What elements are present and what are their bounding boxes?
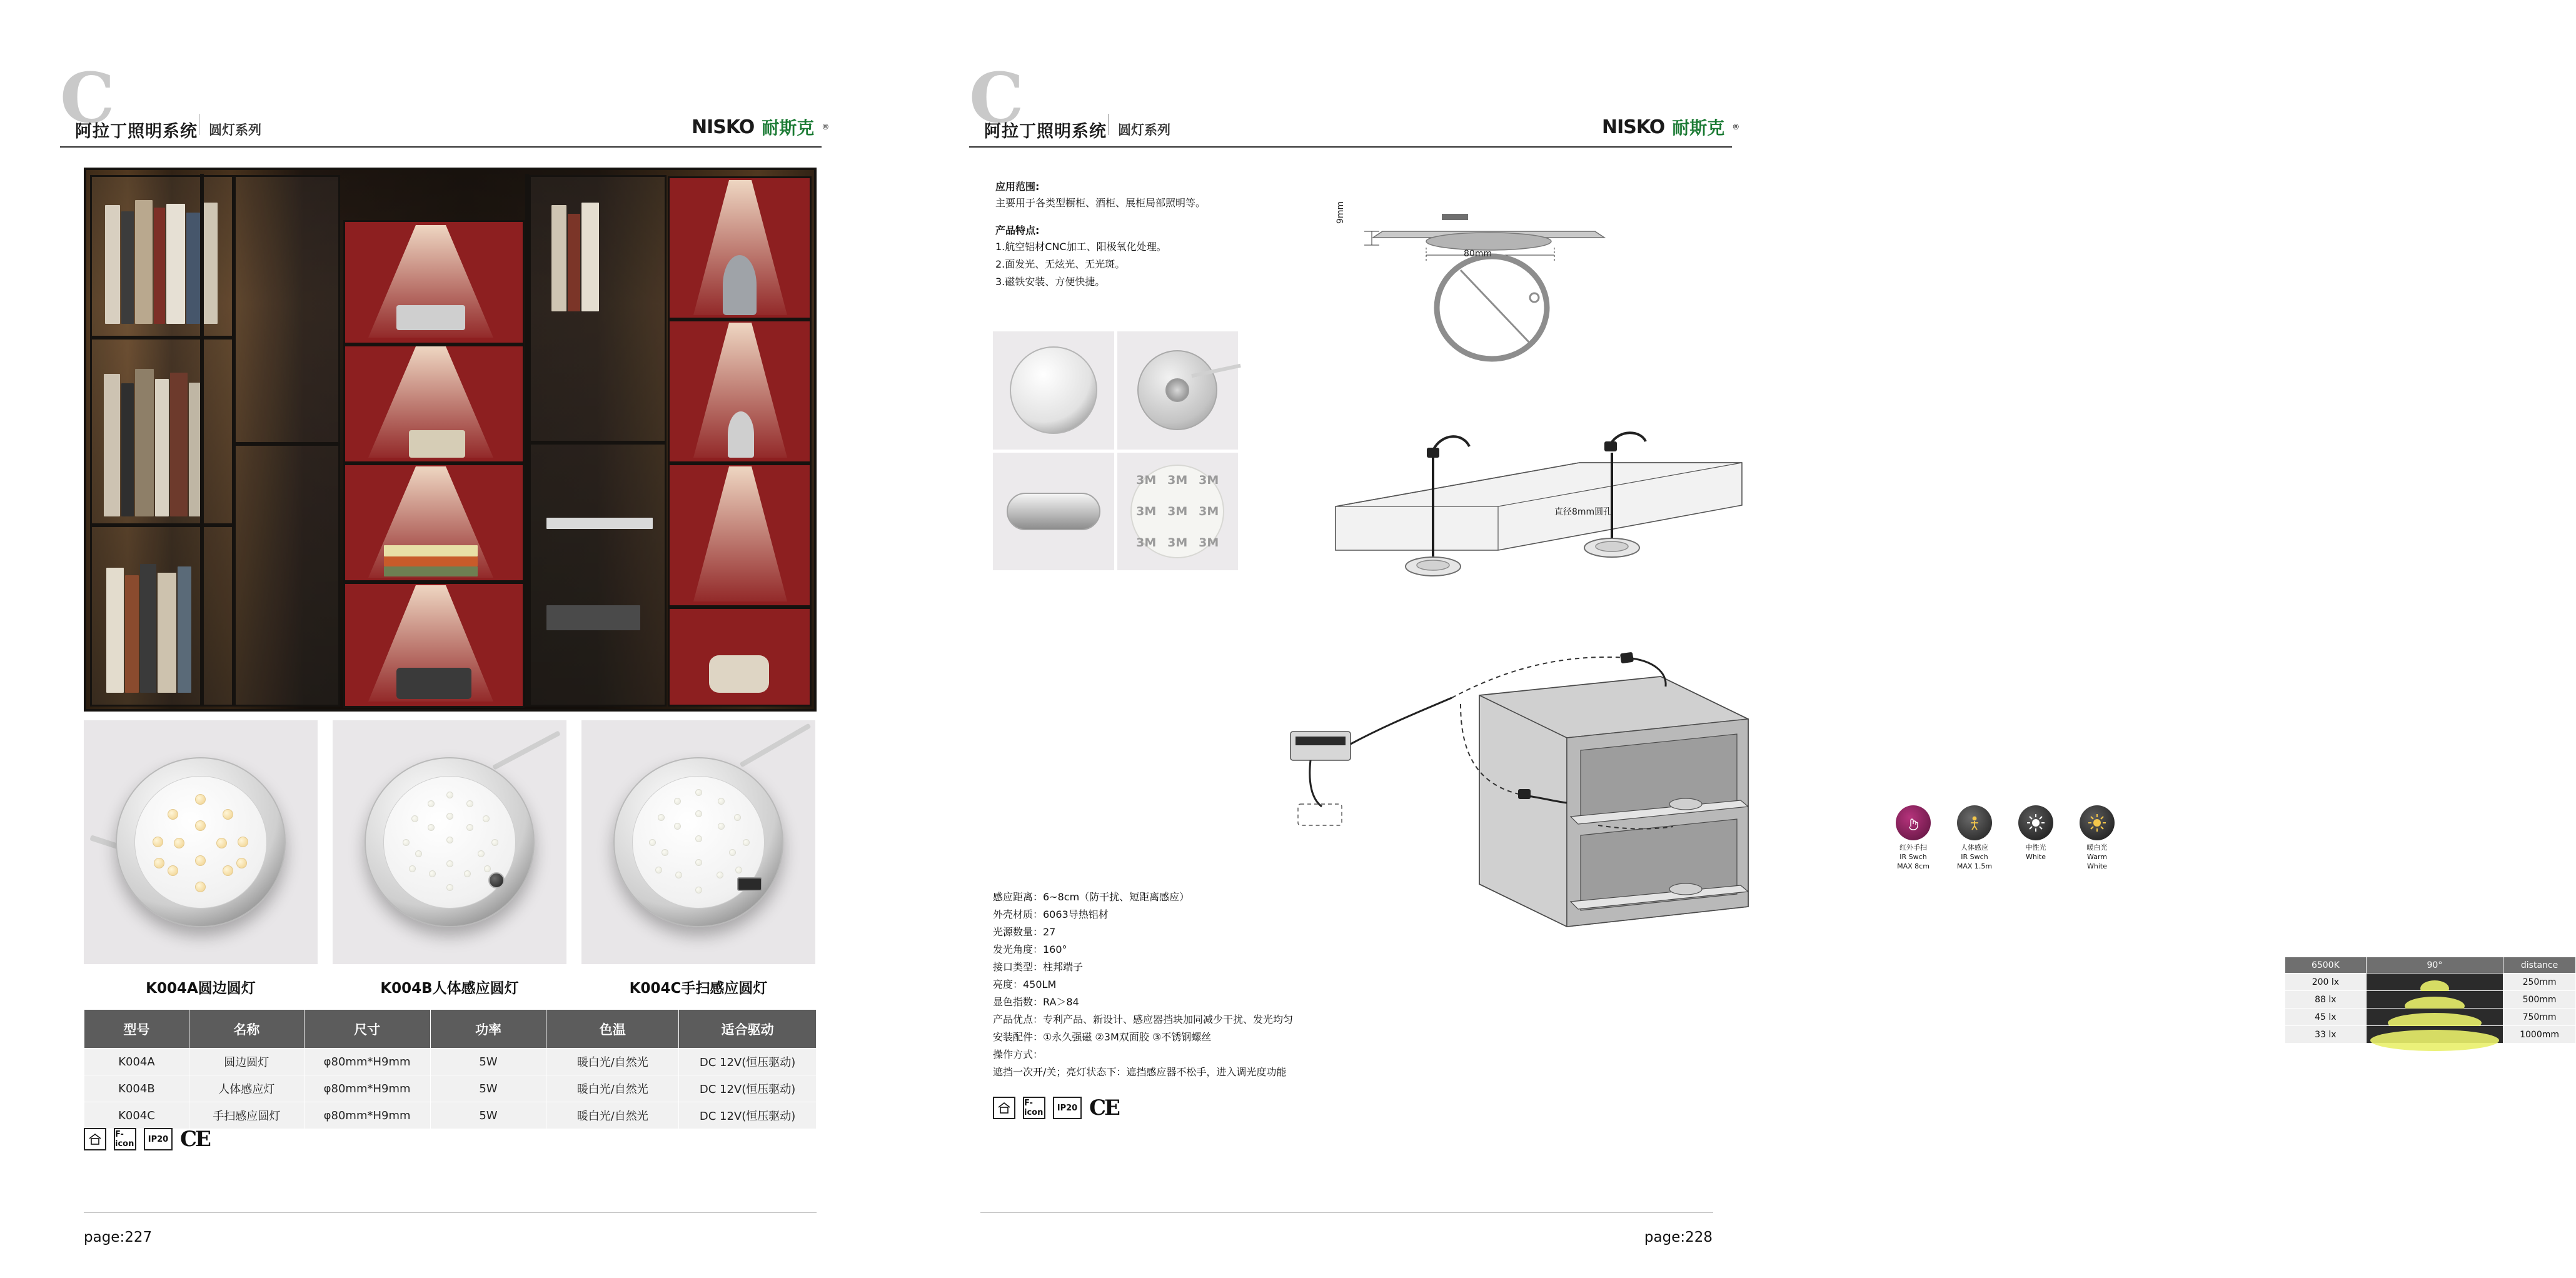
- shelf-divider: [345, 580, 523, 584]
- distance-value: 250mm: [2503, 974, 2576, 991]
- lamp-disc: [1010, 346, 1097, 434]
- page-left: [0, 0, 898, 1278]
- brand-logo: [1602, 114, 1739, 140]
- shelf-divider: [669, 605, 810, 609]
- beam-arc-3: [2367, 1009, 2503, 1025]
- spec-line-8: 产品优点：专利产品、新设计、感应器挡块加同减少干扰、发光均匀: [993, 1014, 1294, 1025]
- lamp-body: [116, 757, 286, 927]
- spec-line-10: 操作方式：: [993, 1049, 1044, 1060]
- logo-chinese: 耐斯克: [1672, 118, 1725, 138]
- led-dot: [168, 865, 178, 876]
- led-dot: [718, 798, 725, 805]
- features-heading: 产品特点:: [995, 224, 1040, 236]
- page-number-right: page:228: [1644, 1229, 1713, 1245]
- beam-graphic: [2366, 1009, 2503, 1026]
- ip-label: IP20: [1057, 1103, 1078, 1113]
- led-dot: [195, 794, 206, 805]
- decor-item: [396, 305, 465, 330]
- led-dot: [658, 814, 665, 821]
- book: [105, 205, 120, 324]
- book: [135, 200, 153, 324]
- led-dot: [403, 839, 410, 846]
- led-dot: [446, 884, 453, 891]
- lux-header-row: [2285, 957, 2576, 974]
- table-row: [84, 1102, 817, 1129]
- book: [384, 545, 478, 556]
- lamp-body: [365, 757, 535, 927]
- led-dot: [729, 849, 736, 856]
- ce-mark-icon: CE: [1089, 1095, 1119, 1120]
- book: [178, 566, 191, 693]
- logo-latin: NISKO: [692, 116, 755, 138]
- book: [125, 575, 139, 693]
- ip-label: IP20: [148, 1134, 169, 1144]
- feature-warm-white: [2075, 805, 2120, 872]
- f-letter: F-icon: [1024, 1099, 1044, 1117]
- spec-line-6: 亮度：450LM: [993, 979, 1057, 990]
- spec-line-1: 感应距离：6~8cm（防干扰、短距离感应）: [993, 891, 1190, 903]
- book: [104, 374, 120, 516]
- product-caption-k004c: K004C手扫感应圆灯: [629, 980, 768, 997]
- product-photo-k004b: [333, 720, 566, 964]
- led-dot: [734, 814, 741, 821]
- dimension-diameter: 80mm: [1464, 249, 1492, 259]
- house-icon: [993, 1097, 1015, 1119]
- cell-size: φ80mm*H9mm: [304, 1102, 430, 1129]
- header-divider: [1108, 114, 1109, 135]
- lux-row: [2285, 1009, 2576, 1026]
- book: [158, 573, 176, 693]
- beam-graphic: [2366, 974, 2503, 991]
- decor-vase: [728, 411, 754, 458]
- lamp-diffuser: [134, 776, 267, 908]
- hero-interior-photo: [84, 168, 817, 712]
- connector-icon: [1165, 378, 1189, 402]
- cell-model: K004A: [84, 1049, 189, 1075]
- product-caption-k004a: K004A圆边圆灯: [146, 980, 256, 997]
- logo-chinese: 耐斯克: [762, 118, 815, 138]
- decor-item: [709, 655, 769, 693]
- book: [154, 208, 165, 324]
- power-cable: [492, 730, 561, 770]
- lux-th-angle: 90°: [2366, 957, 2503, 974]
- lux-row: [2285, 991, 2576, 1009]
- lux-value: 45 lx: [2285, 1009, 2367, 1026]
- book: [581, 203, 599, 311]
- lux-row: [2285, 974, 2576, 991]
- adhesive-3m-text: 3M 3M 3M 3M 3M 3M 3M 3M 3M: [1136, 473, 1219, 550]
- cell-name: 人体感应灯: [189, 1075, 304, 1102]
- th-size: 尺寸: [304, 1010, 430, 1049]
- feature-line-1: 1.航空铝材CNC加工、阳极氧化处理。: [995, 241, 1167, 253]
- f-mark-icon: [1023, 1097, 1045, 1119]
- thumbnail-back-view: [1117, 331, 1239, 450]
- led-dot: [674, 798, 681, 805]
- led-dot: [195, 855, 206, 866]
- book: [384, 566, 478, 576]
- logo-registered: ®: [1732, 123, 1740, 131]
- led-dot: [695, 887, 702, 893]
- cell-cct: 暖白光/自然光: [546, 1049, 679, 1075]
- book: [135, 369, 154, 516]
- page-header-left: [0, 38, 898, 141]
- cell-power: 5W: [430, 1102, 546, 1129]
- footer-rule: [84, 1212, 817, 1213]
- cell-power: 5W: [430, 1075, 546, 1102]
- led-dot: [223, 865, 233, 876]
- logo-registered: ®: [822, 123, 830, 131]
- cell-name: 圆边圆灯: [189, 1049, 304, 1075]
- led-dot: [238, 837, 248, 847]
- application-heading: 应用范围:: [995, 181, 1040, 193]
- lux-value: 33 lx: [2285, 1026, 2367, 1044]
- thumbnail-top-view: [993, 331, 1114, 450]
- lux-distance-table: [2285, 957, 2576, 1044]
- distance-value: 1000mm: [2503, 1026, 2576, 1044]
- f-mark-icon: [114, 1128, 136, 1150]
- spec-line-4: 发光角度：160°: [993, 943, 1067, 955]
- ir-switch-body-icon: [1957, 805, 1992, 840]
- page-right: [898, 0, 2560, 1278]
- page-title: 阿拉丁照明系统: [75, 122, 198, 141]
- feature-label-warm: 暖白光 Warm White: [2086, 843, 2108, 870]
- led-dot: [483, 815, 490, 822]
- th-driver: 适合驱动: [679, 1010, 817, 1049]
- mounting-drawing-panel: [1311, 425, 1761, 600]
- book: [170, 373, 188, 516]
- product-photo-row: [84, 720, 817, 964]
- led-dot: [216, 838, 227, 848]
- cell-model: K004C: [84, 1102, 189, 1129]
- hand-sweep-sensor-icon: [737, 877, 762, 891]
- lux-value: 88 lx: [2285, 991, 2367, 1009]
- distance-value: 750mm: [2503, 1009, 2576, 1026]
- cell-model: K004B: [84, 1075, 189, 1102]
- led-dot: [411, 815, 418, 822]
- led-dot: [446, 813, 453, 820]
- installation-drawing-cabinet: [1273, 619, 1767, 957]
- led-dot: [695, 835, 702, 842]
- cell-name: 手扫感应圆灯: [189, 1102, 304, 1129]
- led-dot: [168, 809, 178, 820]
- led-dot: [464, 870, 471, 877]
- led-dot: [446, 792, 453, 798]
- led-dot: [484, 865, 491, 872]
- ip-rating-icon: [144, 1128, 173, 1150]
- spec-line-2: 外壳材质：6063导热铝材: [993, 908, 1109, 920]
- hole-note: 直径8mm圆孔: [1554, 507, 1613, 517]
- led-dot: [466, 824, 473, 831]
- book: [121, 383, 134, 516]
- spec-line-5: 接口类型：柱邦端子: [993, 961, 1084, 973]
- house-icon: [84, 1128, 106, 1150]
- cell-cct: 暖白光/自然光: [546, 1102, 679, 1129]
- led-dot: [195, 882, 206, 892]
- feature-icon-row: [1891, 805, 2120, 872]
- led-dot: [717, 872, 723, 878]
- dimension-height: 9mm: [1336, 201, 1346, 224]
- book: [568, 214, 580, 311]
- led-dot: [695, 789, 702, 796]
- f-letter: F-icon: [115, 1130, 134, 1149]
- shelf-divider: [345, 461, 523, 465]
- led-dot: [236, 858, 247, 868]
- door-frame: [200, 174, 204, 707]
- power-cable: [740, 723, 812, 768]
- led-dot: [655, 867, 662, 873]
- product-photo-k004a: [84, 720, 318, 964]
- shelf-cell: [234, 175, 340, 444]
- lux-th-distance: distance: [2503, 957, 2576, 974]
- feature-ir-body: [1952, 805, 1997, 872]
- footer-rule: [980, 1212, 1713, 1213]
- beam-arc-1: [2367, 974, 2503, 990]
- ir-switch-hand-icon: [1896, 805, 1931, 840]
- led-dot: [446, 837, 453, 843]
- page-number-left: page:227: [84, 1229, 153, 1245]
- page-title: 阿拉丁照明系统: [984, 122, 1107, 141]
- book: [166, 204, 185, 324]
- spec-line-7: 显色指数：RA＞84: [993, 996, 1079, 1008]
- shelf-divider: [669, 318, 810, 321]
- led-dot: [675, 872, 682, 878]
- led-dot: [695, 859, 702, 866]
- dimension-drawing-side: [1311, 188, 1748, 363]
- led-dot: [743, 839, 750, 846]
- led-dot: [491, 839, 498, 846]
- led-dot: [735, 867, 742, 873]
- certification-row-right: [993, 1095, 1119, 1120]
- specification-table: [84, 1009, 817, 1129]
- table-header-row: [84, 1010, 817, 1049]
- shelf-cell: [234, 444, 340, 707]
- cell-size: φ80mm*H9mm: [304, 1049, 430, 1075]
- ce-mark-icon: CE: [180, 1127, 209, 1152]
- book: [551, 205, 566, 311]
- neutral-white-icon: [2018, 805, 2053, 840]
- shelf-divider: [669, 461, 810, 465]
- cell-driver: DC 12V(恒压驱动): [679, 1075, 817, 1102]
- lamp-diffuser: [383, 776, 516, 908]
- table-row: [84, 1049, 817, 1075]
- motion-sensor-icon: [488, 872, 505, 888]
- book: [106, 568, 124, 693]
- ip-rating-icon: [1053, 1097, 1082, 1119]
- led-dot: [429, 870, 436, 877]
- led-dot: [428, 800, 435, 807]
- spec-line-3: 光源数量：27: [993, 926, 1056, 938]
- led-dot: [428, 824, 435, 831]
- lamp-body: [613, 757, 783, 927]
- led-dot: [153, 837, 163, 847]
- beam-graphic: [2366, 991, 2503, 1009]
- decor-vase: [723, 255, 757, 315]
- feature-label-ir-body: 人体感应 IR Swch MAX 1.5m: [1956, 843, 1993, 870]
- lux-value: 200 lx: [2285, 974, 2367, 991]
- beam-arc-4: [2367, 1026, 2503, 1043]
- cell-driver: DC 12V(恒压驱动): [679, 1049, 817, 1075]
- cell-size: φ80mm*H9mm: [304, 1075, 430, 1102]
- led-dot: [478, 850, 485, 857]
- book: [121, 211, 134, 324]
- decor-item: [546, 605, 640, 630]
- led-dot: [674, 823, 681, 830]
- spec-line-11: 遮挡一次开/关；亮灯状态下：遮挡感应器不松手，进入调光度功能: [993, 1066, 1287, 1078]
- led-dot: [154, 858, 164, 868]
- led-dot: [649, 839, 656, 846]
- shelf-cell: [529, 443, 667, 707]
- th-name: 名称: [189, 1010, 304, 1049]
- feature-line-2: 2.面发光、无炫光、无光斑。: [995, 258, 1125, 270]
- led-dot: [223, 809, 233, 820]
- header-rule: [60, 146, 822, 148]
- page-subtitle: 圆灯系列: [209, 123, 261, 138]
- shelf-divider: [345, 343, 523, 346]
- cell-cct: 暖白光/自然光: [546, 1075, 679, 1102]
- thumbnail-3m-adhesive: [1117, 453, 1239, 571]
- cell-power: 5W: [430, 1049, 546, 1075]
- decor-item: [546, 518, 653, 529]
- book: [384, 556, 478, 566]
- thumbnail-side-view: [993, 453, 1114, 571]
- lamp-profile: [1007, 493, 1100, 530]
- page-subtitle: 圆灯系列: [1118, 123, 1170, 138]
- cell-driver: DC 12V(恒压驱动): [679, 1102, 817, 1129]
- header-letter-c: C: [60, 58, 115, 138]
- header-rule: [969, 146, 1732, 148]
- product-caption-k004b: K004B人体感应圆灯: [380, 980, 519, 997]
- application-body: 主要用于各类型橱柜、酒柜、展柜局部照明等。: [995, 197, 1206, 209]
- book: [155, 379, 169, 516]
- led-dot: [662, 849, 668, 856]
- feature-ir-hand: [1891, 805, 1936, 872]
- brand-logo: [692, 114, 829, 140]
- led-dot: [415, 850, 422, 857]
- led-dot: [195, 820, 206, 831]
- led-dot: [409, 865, 416, 872]
- lux-th-cct: 6500K: [2285, 957, 2367, 974]
- th-model: 型号: [84, 1010, 189, 1049]
- logo-latin: NISKO: [1602, 116, 1665, 138]
- th-cct: 色温: [546, 1010, 679, 1049]
- product-thumbnail-grid: [993, 331, 1238, 570]
- feature-label-ir-hand: 红外手扫 IR Swch MAX 8cm: [1897, 843, 1929, 870]
- feature-neutral-white: [2013, 805, 2058, 872]
- certification-row-left: [84, 1127, 209, 1152]
- decor-item: [409, 430, 465, 458]
- feature-label-neutral: 中性光 White: [2025, 843, 2046, 861]
- product-photo-k004c: [581, 720, 815, 964]
- led-dot: [718, 823, 725, 830]
- lux-row: [2285, 1026, 2576, 1044]
- book: [186, 213, 200, 324]
- distance-value: 500mm: [2503, 991, 2576, 1009]
- beam-arc-2: [2367, 991, 2503, 1008]
- book: [140, 564, 156, 693]
- spec-line-9: 安装配件：①永久强磁 ②3M双面胶 ③不锈钢螺丝: [993, 1031, 1212, 1043]
- page-header-right: [898, 38, 1795, 141]
- led-dot: [466, 800, 473, 807]
- led-dot: [174, 838, 184, 848]
- feature-line-3: 3.磁铁安装、方便快捷。: [995, 276, 1105, 288]
- led-dot: [695, 810, 702, 817]
- beam-graphic: [2366, 1026, 2503, 1044]
- decor-item: [396, 668, 471, 699]
- warm-white-icon: [2080, 805, 2115, 840]
- table-row: [84, 1075, 817, 1102]
- th-power: 功率: [430, 1010, 546, 1049]
- header-letter-c: C: [969, 58, 1024, 138]
- led-dot: [446, 860, 453, 867]
